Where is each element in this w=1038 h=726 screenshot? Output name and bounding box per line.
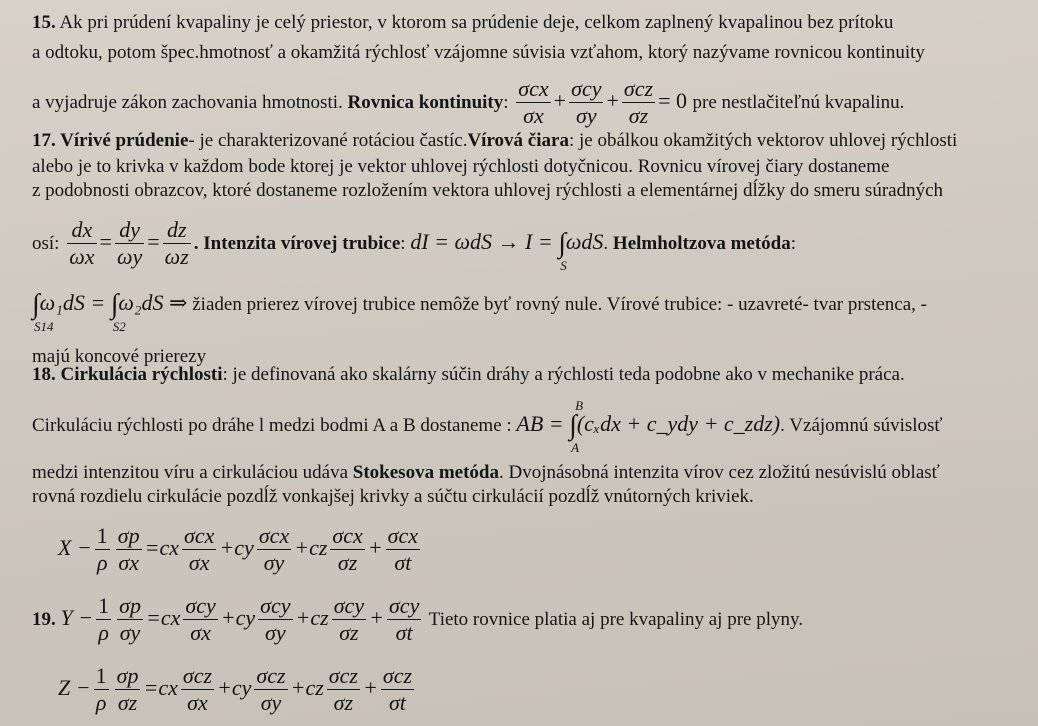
s15-line2: a odtoku, potom špec.hmotnosť a okamžitá rýchlosť vzájomne súvisia vzťahom, ktorý nazývame rovnicou kontinuity — [32, 42, 925, 63]
continuity-equation: $\frac{\text{σcx}}{\sigma x}$ + $\frac{\text{σcy}}{\sigma y}$ + $\frac{\text{σcz}}{\sigma z}$ = 0 — [518, 76, 688, 129]
s18-line3: medzi intenzitou víru a cirkuláciou udáva Stokesova metóda. Dvojnásobná intenzita vírov cez zložitú nesúvislú oblasť — [32, 462, 940, 483]
circulation-equation: AB = ∫ B A (cₓdx + c_ydy + c_zdz) — [516, 397, 781, 455]
s15-number: 15. — [32, 12, 56, 33]
s15-line3: a vyjadruje zákon zachovania hmotnosti. Rovnica kontinuity: $\frac{\text{σcx}}{\sigma x}$ + $\frac{\text{σcy}}{\sigma y}$ + $\frac{\text{σcz}}{\sigma z}$ = 0 pre nestlačiteľnú kvapalinu. — [32, 76, 905, 129]
s18-line2: Cirkuláciu rýchlosti po dráhe l medzi bodmi A a B dostaneme : AB = ∫ B A (cₓdx + c_ydy + c_zdz). Vzájomnú súvislosť — [32, 397, 943, 455]
s15-line1: 15. Ak pri prúdení kvapaliny je celý priestor, v ktorom sa prúdenie deje, celkom zaplnený kvapalinou bez prítoku — [32, 12, 894, 33]
s17-line3: z podobnosti obrazcov, ktoré dostaneme rozložením vektora uhlovej rýchlosti a elementárnej dĺžky do smeru súradných — [32, 180, 944, 201]
vortex-intensity-equation: dI = ωdS → I = ∫ S ωdS — [410, 227, 604, 273]
euler-equation-z: Z − $\frac{1}{\rho}$ $\frac{\sigma p}{\sigma z}$ =cx $\frac{\text{σcz}}{\sigma x}$ +cy $\frac{\text{σcz}}{\sigma y}$ +cz $\frac{\text{σcz}}{\sigma z}$ + $\frac{\text{σcz}}{\sigma t}$ — [58, 663, 413, 716]
euler-equation-x: X − $\frac{1}{\rho}$ $\frac{\sigma p}{\sigma x}$ =cx $\frac{\text{σcx}}{\sigma x}$ +cy $\frac{\text{σcx}}{\sigma y}$ +cz $\frac{\text{σcx}}{\sigma z}$ + $\frac{\text{σcx}}{\sigma t}$ — [58, 523, 419, 576]
helmholtz-equation: ∫ S14 ω₁dS = ∫ S2 ω₂dS ⇒ — [32, 288, 188, 334]
vortex-line-equation: $\frac{dx}{\omega x}$ = $\frac{dy}{\omega y}$ = $\frac{dz}{\omega z}$ — [69, 217, 189, 270]
s18-line4: rovná rozdielu cirkulácie pozdĺž vonkajšej krivky a súčtu cirkulácií pozdĺž vnútorných kriviek. — [32, 486, 754, 507]
s17-line2: alebo je to krivka v každom bode ktorej je vektor uhlovej rýchlosti dotyčnicou. Rovnicu vírovej čiary dostaneme — [32, 156, 890, 177]
s17-line4: osí: $\frac{dx}{\omega x}$ = $\frac{dy}{\omega y}$ = $\frac{dz}{\omega z}$ . Intenzita vírovej trubice: dI = ωdS → I = ∫ S ωdS. Helmholtzova metóda: — [32, 217, 797, 273]
euler-equation-y: 19. Y − $\frac{1}{\rho}$ $\frac{\sigma p}{\sigma y}$ =cx $\frac{\text{σcy}}{\sigma x}$ +cy $\frac{\text{σcy}}{\sigma y}$ +cz $\frac{\text{σcy}}{\sigma z}$ + $\frac{\text{σcy}}{\sigma t}$ Tieto rovnice platia aj pre kvapaliny aj pre plyny. — [32, 593, 804, 646]
s17-line6: majú koncové prierezy — [32, 346, 207, 367]
s18-line1: 18. Cirkulácia rýchlosti: je definovaná ako skalárny súčin dráhy a rýchlosti teda podobne ako v mechanike práca. — [32, 364, 905, 385]
s17-line5: ∫ S14 ω₁dS = ∫ S2 ω₂dS ⇒ žiaden prierez vírovej trubice nemôže byť rovný nule. Vírové trubice: - uzavreté- tvar prstenca, - — [32, 288, 927, 334]
s17-line1: 17. Vírivé prúdenie- je charakterizované rotáciou častíc.Vírová čiara: je obálkou okamžitých vektorov uhlovej rýchlosti — [32, 130, 958, 151]
